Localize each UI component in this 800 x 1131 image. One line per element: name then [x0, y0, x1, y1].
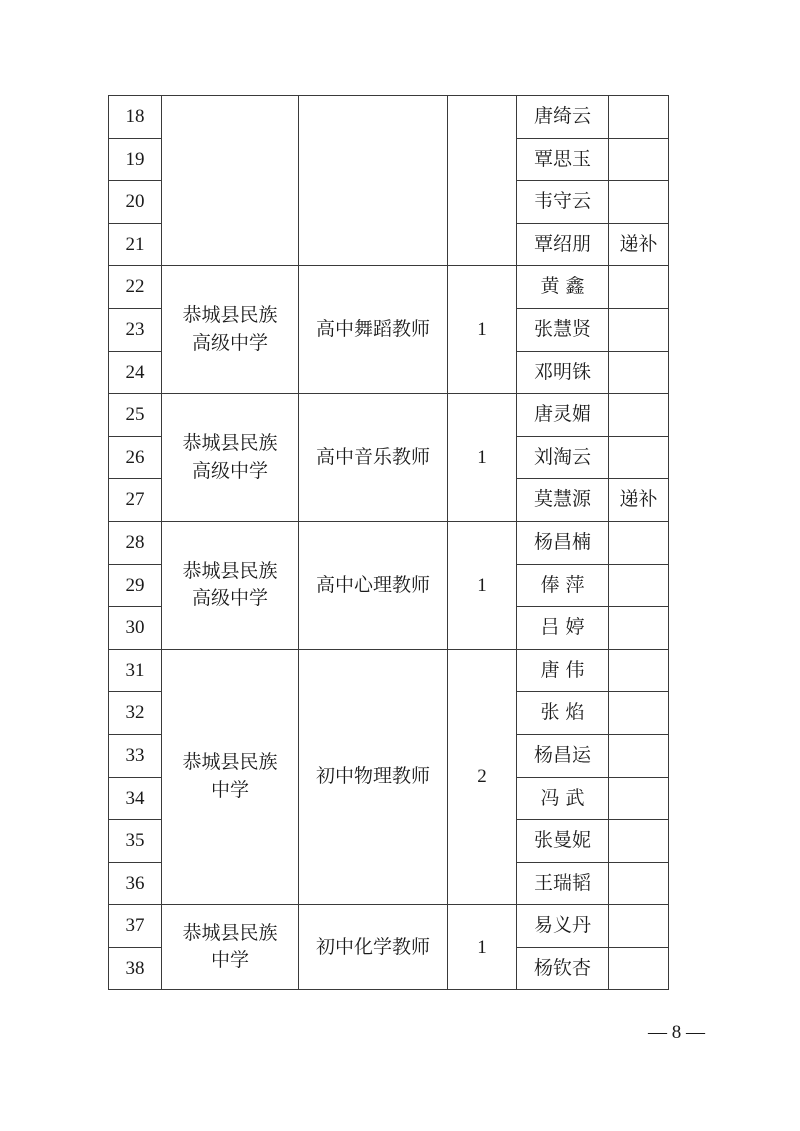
remark-cell: 递补: [609, 479, 669, 522]
candidate-table: [108, 95, 669, 990]
remark-cell: [609, 777, 669, 820]
remark-cell: [609, 905, 669, 948]
remark-cell: [609, 394, 669, 437]
position-cell: 初中物理教师: [299, 649, 448, 905]
row-number: 25: [109, 394, 162, 437]
candidate-name: 刘淘云: [517, 436, 609, 479]
row-number: 19: [109, 138, 162, 181]
candidate-name: 吕 婷: [517, 607, 609, 650]
candidate-name: 杨昌运: [517, 734, 609, 777]
candidate-name: 俸 萍: [517, 564, 609, 607]
position-cell: 高中心理教师: [299, 521, 448, 649]
candidate-name: 杨昌楠: [517, 521, 609, 564]
row-number: 34: [109, 777, 162, 820]
employer-name: 恭城县民族高级中学: [182, 559, 278, 610]
remark-cell: [609, 181, 669, 224]
table-row: [109, 905, 669, 948]
employer-name: 恭城县民族中学: [182, 921, 278, 972]
candidate-name: 张慧贤: [517, 308, 609, 351]
candidate-name: 覃思玉: [517, 138, 609, 181]
remark-cell: [609, 96, 669, 139]
candidate-name: 唐灵媚: [517, 394, 609, 437]
row-number: 31: [109, 649, 162, 692]
row-number: 27: [109, 479, 162, 522]
row-number: 22: [109, 266, 162, 309]
quota-cell: [448, 96, 517, 266]
quota-cell: 1: [448, 905, 517, 990]
employer-name: 恭城县民族高级中学: [182, 304, 278, 354]
employer-cell: [162, 266, 299, 394]
candidate-name: 冯 武: [517, 777, 609, 820]
candidate-name: 王瑞韬: [517, 862, 609, 905]
candidate-name: 易义丹: [517, 905, 609, 948]
position-cell: 高中音乐教师: [299, 394, 448, 522]
candidate-name: 黄 鑫: [517, 266, 609, 309]
candidate-name: 唐绮云: [517, 96, 609, 139]
remark-cell: [609, 649, 669, 692]
table-row: [109, 521, 669, 564]
page-number: — 8 —: [648, 1022, 705, 1043]
row-number: 37: [109, 905, 162, 948]
row-number: 28: [109, 521, 162, 564]
candidate-name: 莫慧源: [517, 479, 609, 522]
employer-cell: [162, 905, 299, 990]
remark-cell: [609, 266, 669, 309]
employer-cell: [162, 96, 299, 266]
remark-cell: [609, 734, 669, 777]
row-number: 38: [109, 947, 162, 990]
candidate-name: 唐 伟: [517, 649, 609, 692]
position-cell: 初中化学教师: [299, 905, 448, 990]
remark-cell: [609, 692, 669, 735]
row-number: 24: [109, 351, 162, 394]
position-cell: 高中舞蹈教师: [299, 266, 448, 394]
candidate-name: 覃绍朋: [517, 223, 609, 266]
table-row: [109, 649, 669, 692]
row-number: 23: [109, 308, 162, 351]
remark-cell: [609, 351, 669, 394]
remark-cell: [609, 308, 669, 351]
remark-cell: [609, 564, 669, 607]
row-number: 32: [109, 692, 162, 735]
quota-cell: 1: [448, 394, 517, 522]
table-row: [109, 394, 669, 437]
table-row: [109, 96, 669, 139]
row-number: 21: [109, 223, 162, 266]
remark-cell: [609, 138, 669, 181]
remark-cell: [609, 862, 669, 905]
quota-cell: 2: [448, 649, 517, 905]
employer-name: 恭城县民族高级中学: [182, 432, 278, 482]
row-number: 20: [109, 181, 162, 224]
remark-cell: [609, 820, 669, 863]
employer-name: 恭城县民族中学: [182, 751, 278, 801]
employer-cell: [162, 394, 299, 522]
row-number: 35: [109, 820, 162, 863]
employer-cell: [162, 521, 299, 649]
employer-cell: [162, 649, 299, 905]
candidate-name: 张 焰: [517, 692, 609, 735]
candidate-name: 韦守云: [517, 181, 609, 224]
candidate-name: 张曼妮: [517, 820, 609, 863]
row-number: 36: [109, 862, 162, 905]
row-number: 30: [109, 607, 162, 650]
candidate-name: 杨钦杏: [517, 947, 609, 990]
candidate-name: 邓明铢: [517, 351, 609, 394]
row-number: 29: [109, 564, 162, 607]
table-row: [109, 266, 669, 309]
remark-cell: [609, 947, 669, 990]
position-cell: [299, 96, 448, 266]
quota-cell: 1: [448, 266, 517, 394]
row-number: 33: [109, 734, 162, 777]
quota-cell: 1: [448, 521, 517, 649]
remark-cell: [609, 607, 669, 650]
row-number: 26: [109, 436, 162, 479]
remark-cell: [609, 521, 669, 564]
row-number: 18: [109, 96, 162, 139]
remark-cell: [609, 436, 669, 479]
remark-cell: 递补: [609, 223, 669, 266]
